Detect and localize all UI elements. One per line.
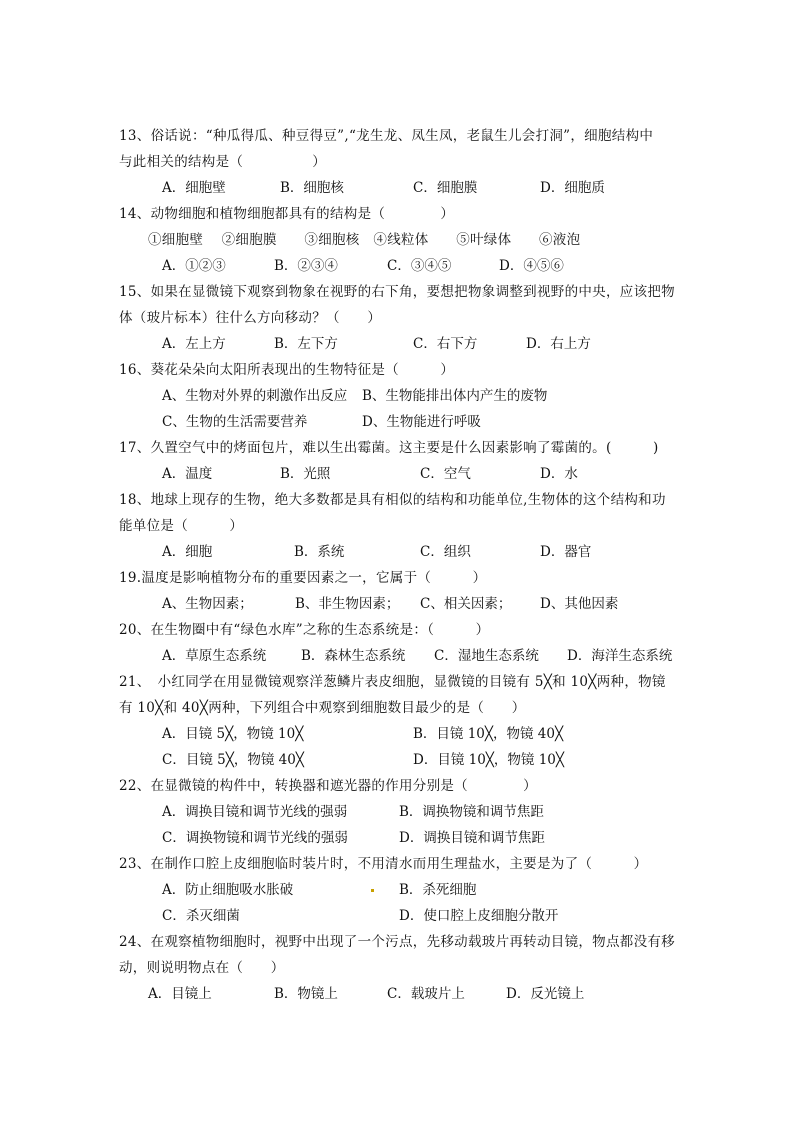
question-15-option-c: C．右下方 xyxy=(413,336,478,352)
question-18-line-1: 18、地球上现存的生物，绝大多数都是具有相似的结构和功能单位,生物体的这个结构和功 xyxy=(119,492,666,508)
question-24-option-d: D．反光镜上 xyxy=(506,986,585,1002)
question-24-option-a: A．目镜上 xyxy=(148,986,212,1002)
question-18-option-c: C．组织 xyxy=(420,544,471,560)
question-13-option-a: A．细胞壁 xyxy=(162,180,226,196)
question-16-option-c: C、生物的生活需要营养 xyxy=(162,414,308,430)
question-23-option-a: A．防止细胞吸水胀破 xyxy=(162,882,294,898)
question-20-option-d: D．海洋生态系统 xyxy=(567,648,673,664)
question-17-line-1: 17、久置空气中的烤面包片，难以生出霉菌。这主要是什么因素影响了霉菌的。( ) xyxy=(119,440,659,456)
question-19-option-c: C、相关因素； xyxy=(420,596,512,612)
question-13-line-2: 与此相关的结构是（ ） xyxy=(119,154,326,170)
question-14-option-b: B．②③④ xyxy=(274,258,338,274)
question-18-option-a: A．细胞 xyxy=(162,544,213,560)
question-14-line-1: 14、动物细胞和植物细胞都具有的结构是（ ） xyxy=(119,206,455,222)
question-22-option-c: C．调换物镜和调节光线的强弱 xyxy=(162,830,348,846)
question-17-option-a: A．温度 xyxy=(162,466,213,482)
question-19-option-a: A、生物因素； xyxy=(162,596,253,612)
question-20-option-b: B．森林生态系统 xyxy=(301,648,406,664)
question-21-option-b: B．目镜 10╳，物镜 40╳ xyxy=(413,726,564,742)
question-20-option-c: C．湿地生态系统 xyxy=(434,648,539,664)
question-24-option-b: B．物镜上 xyxy=(274,986,338,1002)
question-18-line-2: 能单位是（ ） xyxy=(119,518,244,534)
question-13-option-c: C．细胞膜 xyxy=(413,180,478,196)
question-24-line-1: 24、在观察植物细胞时，视野中出现了一个污点，先移动载玻片再转动目镜，物点都没有移 xyxy=(119,934,675,950)
question-20-option-a: A．草原生态系统 xyxy=(162,648,267,664)
question-16-option-d: D、生物能进行呼吸 xyxy=(362,414,481,430)
question-23-option-c: C．杀灭细菌 xyxy=(162,908,240,924)
question-17-option-d: D．水 xyxy=(540,466,578,482)
question-16-option-b: B、生物能排出体内产生的废物 xyxy=(362,388,548,404)
question-19-option-b: B、非生物因素； xyxy=(295,596,400,612)
question-22-option-d: D．调换目镜和调节焦距 xyxy=(399,830,545,846)
question-15-option-b: B．左下方 xyxy=(274,336,338,352)
question-15-line-1: 15、如果在显微镜下观察到物象在视野的右下角，要想把物象调整到视野的中央，应该把物 xyxy=(119,284,675,300)
question-24-line-2: 动，则说明物点在（ ） xyxy=(119,960,285,976)
question-23-option-b: B．杀死细胞 xyxy=(399,882,477,898)
question-19-line-1: 19.温度是影响植物分布的重要因素之一，它属于（ ） xyxy=(119,570,487,586)
question-24-option-c: C．载玻片上 xyxy=(387,986,465,1002)
question-21-option-a: A．目镜 5╳，物镜 10╳ xyxy=(162,726,304,742)
question-14-items: ①细胞壁 ②细胞膜 ③细胞核 ④线粒体 ⑤叶绿体 ⑥液泡 xyxy=(148,232,581,248)
question-17-option-b: B．光照 xyxy=(280,466,331,482)
question-22-option-a: A．调换目镜和调节光线的强弱 xyxy=(162,804,348,820)
question-22-line-1: 22、在显微镜的构件中，转换器和遮光器的作用分别是（ ） xyxy=(119,778,537,794)
question-18-option-d: D．器官 xyxy=(540,544,592,560)
question-16-option-a: A、生物对外界的刺激作出反应 xyxy=(162,388,348,404)
stray-dot-mark xyxy=(371,889,374,892)
question-13-option-b: B．细胞核 xyxy=(280,180,344,196)
question-21-line-2: 有 10╳和 40╳两种，下列组合中观察到细胞数目最少的是（ ） xyxy=(119,700,526,716)
question-14-option-c: C．③④⑤ xyxy=(387,258,452,274)
question-21-line-1: 21、 小红同学在用显微镜观察洋葱鳞片表皮细胞，显微镜的目镜有 5╳和 10╳两种，物镜 xyxy=(119,674,666,690)
question-17-option-c: C．空气 xyxy=(420,466,471,482)
question-23-option-d: D．使口腔上皮细胞分散开 xyxy=(399,908,559,924)
question-15-option-a: A．左上方 xyxy=(162,336,226,352)
question-21-option-c: C．目镜 5╳，物镜 40╳ xyxy=(162,752,304,768)
question-13-option-d: D．细胞质 xyxy=(540,180,605,196)
question-14-option-d: D．④⑤⑥ xyxy=(499,258,564,274)
question-19-option-d: D、其他因素 xyxy=(540,596,619,612)
question-18-option-b: B．系统 xyxy=(294,544,345,560)
question-15-option-d: D．右上方 xyxy=(526,336,591,352)
question-23-line-1: 23、在制作口腔上皮细胞临时装片时，不用清水而用生理盐水，主要是为了（ ） xyxy=(119,856,648,872)
question-21-option-d: D．目镜 10╳，物镜 10╳ xyxy=(413,752,565,768)
question-13-line-1: 13、俗话说：“种瓜得瓜、种豆得豆”,“龙生龙、凤生凤，老鼠生儿会打洞”，细胞结构中 xyxy=(119,128,654,144)
question-20-line-1: 20、在生物圈中有“绿色水库”之称的生态系统是：（ ） xyxy=(119,622,490,638)
question-16-line-1: 16、葵花朵朵向太阳所表现出的生物特征是（ ） xyxy=(119,362,455,378)
question-14-option-a: A．①②③ xyxy=(162,258,226,274)
question-15-line-2: 体（玻片标本）往什么方向移动？（ ） xyxy=(119,310,382,326)
question-22-option-b: B．调换物镜和调节焦距 xyxy=(399,804,544,820)
